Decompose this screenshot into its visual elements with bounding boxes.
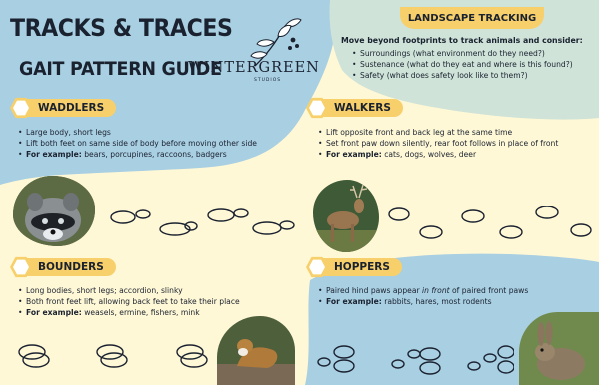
- list-item: • Surroundings (what environment do they need?): [352, 48, 573, 59]
- waddlers-list: [18, 127, 257, 161]
- list-item: • Both front feet lift, allowing back feet to take their place: [18, 296, 240, 307]
- list-item: • Sustenance (what do they eat and where is this found?): [352, 59, 573, 70]
- list-item: • For example: weasels, ermine, fishers, mink: [18, 307, 240, 318]
- brand-name: WINTERGREEN: [188, 60, 320, 76]
- landscape-tracking-title: LANDSCAPE TRACKING: [407, 12, 537, 24]
- section-label-waddlers: WADDLERS: [20, 99, 116, 117]
- landscape-tracking-tab: [400, 7, 544, 29]
- bounders-list: [18, 285, 240, 319]
- list-item: • Paired hind paws appear in front of paired front paws: [318, 285, 528, 296]
- list-item: • Large body, short legs: [18, 127, 257, 138]
- hopper-tracks: [314, 340, 514, 380]
- brand-subtitle: STUDIOS: [254, 78, 282, 83]
- walkers-list: [318, 127, 558, 161]
- deer-photo: [313, 180, 379, 252]
- section-label-hoppers: HOPPERS: [316, 258, 402, 276]
- list-item: • Safety (what does safety look like to them?): [352, 70, 573, 81]
- poster-title: TRACKS & TRACES: [10, 14, 233, 42]
- raccoon-photo: [13, 176, 95, 246]
- poster-subtitle: GAIT PATTERN GUIDE: [19, 58, 222, 80]
- list-item: • Lift opposite front and back leg at the same time: [318, 127, 558, 138]
- walker-tracks: [385, 206, 595, 246]
- list-item: • For example: rabbits, hares, most rodents: [318, 296, 528, 307]
- bounder-tracks: [12, 340, 212, 380]
- section-label-bounders: BOUNDERS: [20, 258, 116, 276]
- list-item: • Long bodies, short legs; accordion, slinky: [18, 285, 240, 296]
- rabbit-photo: [519, 312, 599, 385]
- list-item: • Set front paw down silently, rear foot follows in place of front: [318, 138, 558, 149]
- waddler-tracks: [105, 205, 315, 245]
- landscape-tracking-intro: Move beyond footprints to track animals and consider:: [341, 36, 583, 45]
- section-label-walkers: WALKERS: [316, 99, 403, 117]
- list-item: • Lift both feet on same side of body before moving other side: [18, 138, 257, 149]
- list-item: • For example: bears, porcupines, raccoons, badgers: [18, 149, 257, 160]
- list-item: • For example: cats, dogs, wolves, deer: [318, 149, 558, 160]
- landscape-tracking-list: [352, 48, 573, 82]
- hoppers-list: [318, 285, 528, 307]
